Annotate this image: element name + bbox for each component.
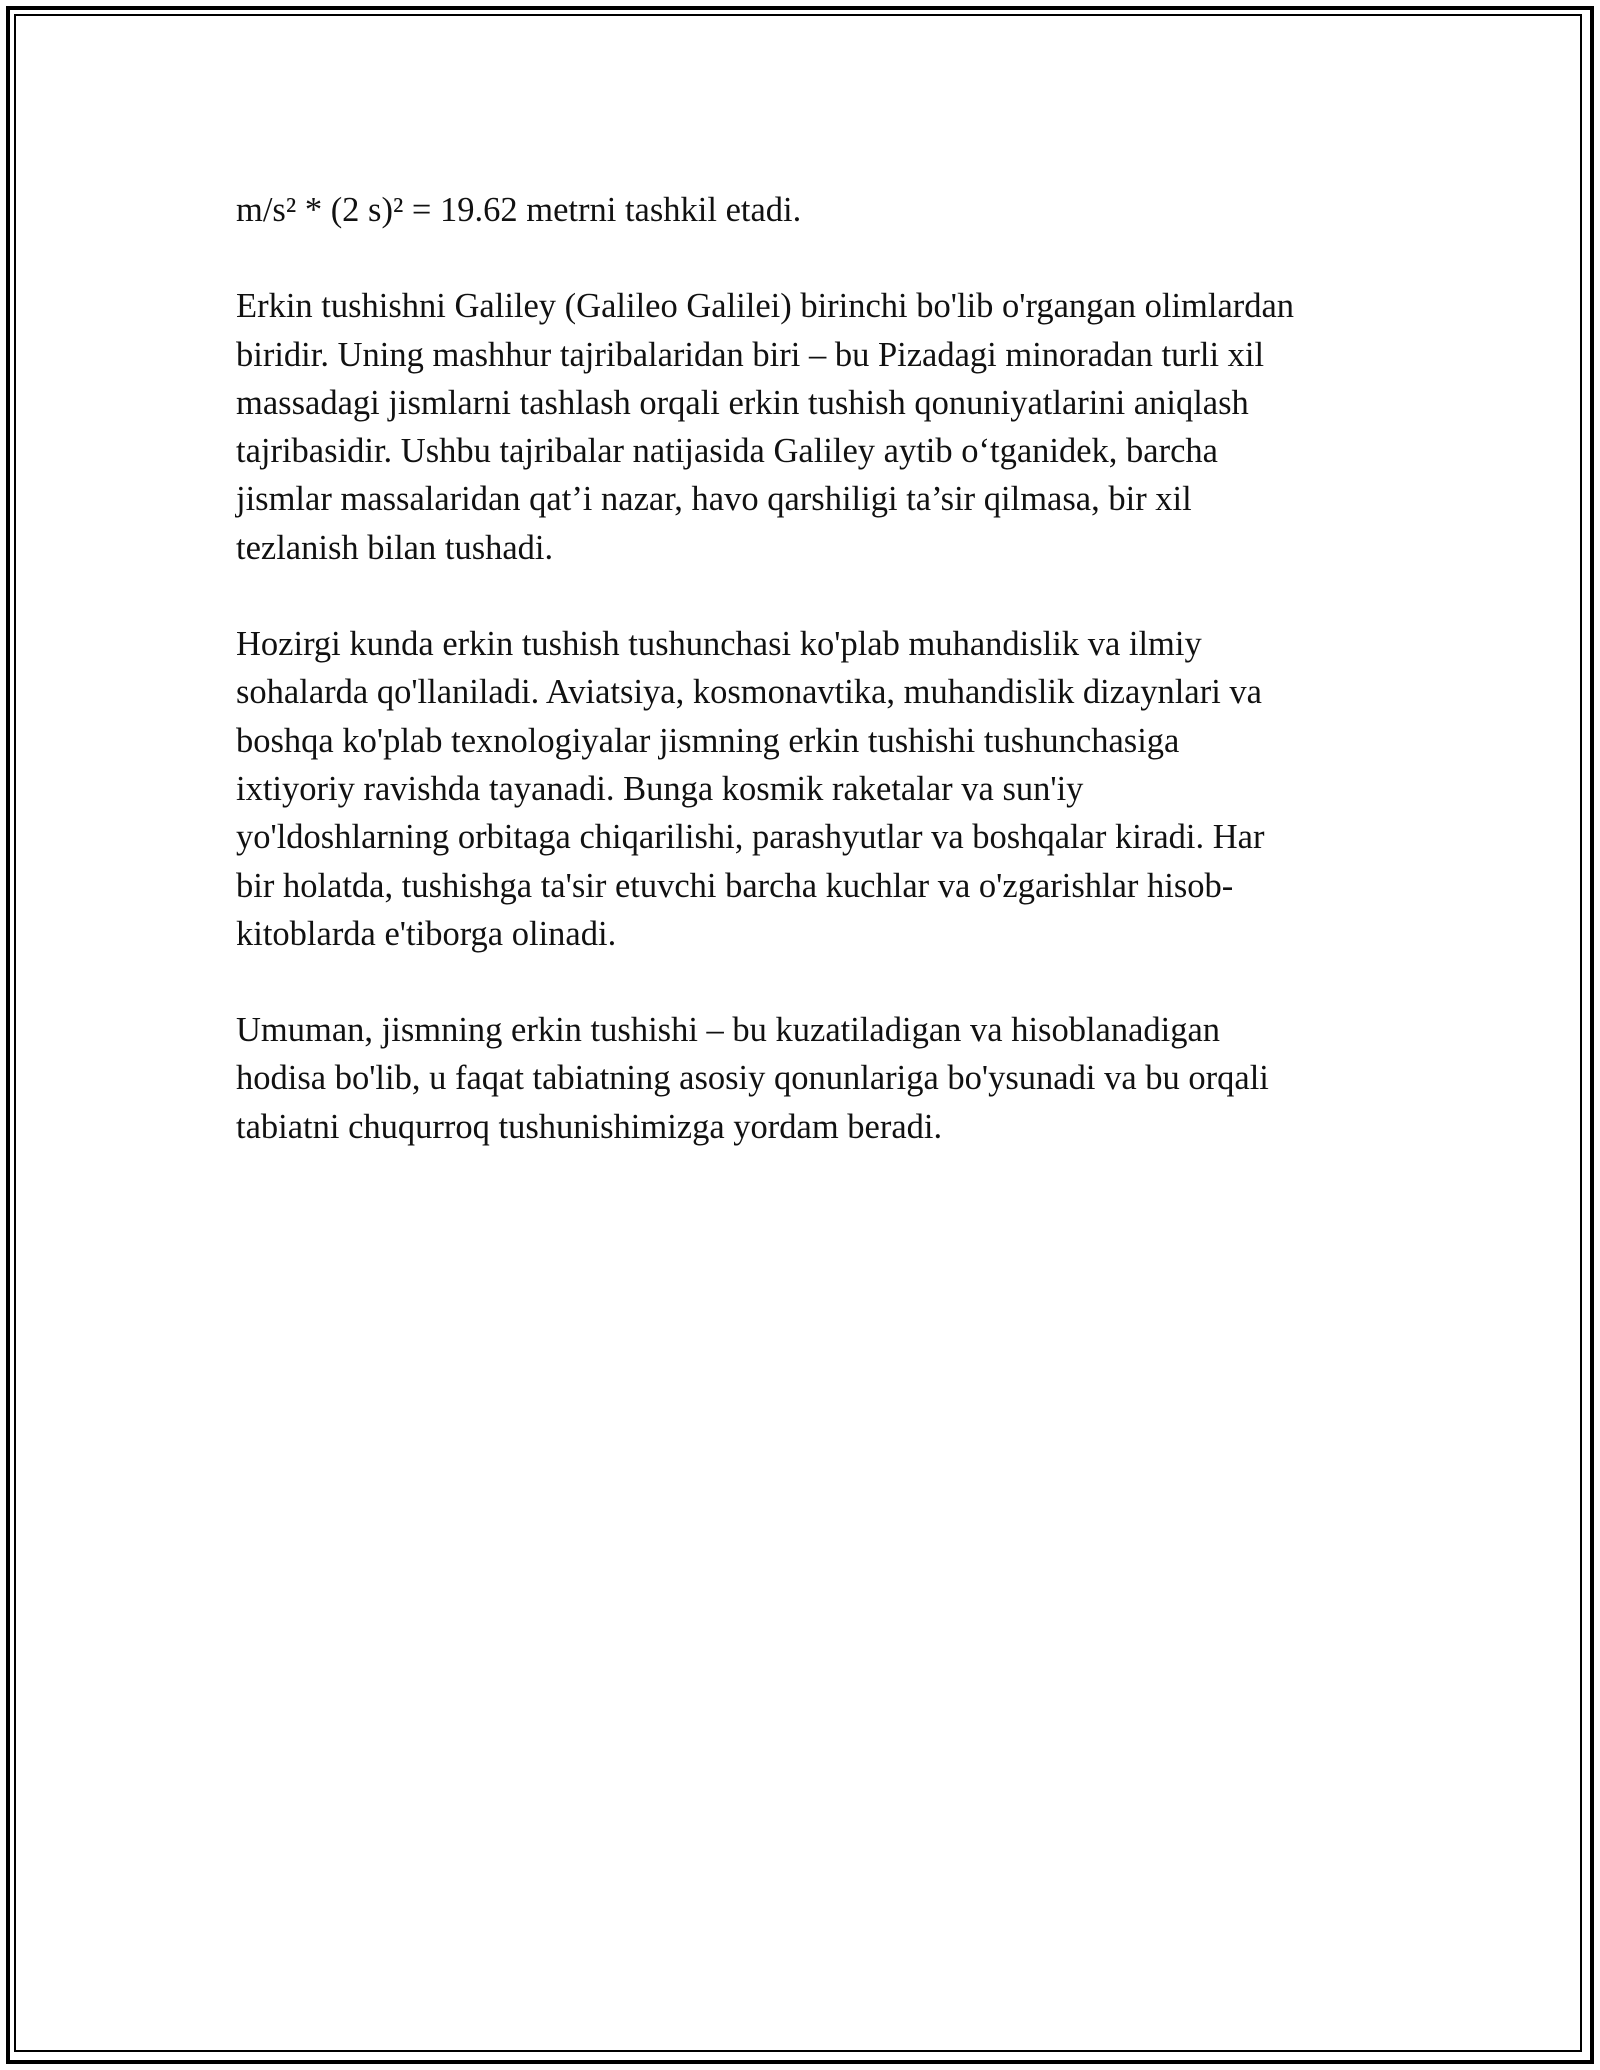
text-line: kitoblarda e'tiborga olinadi. xyxy=(236,914,617,953)
text-line: jismlar massalaridan qat’i nazar, havo qarshiligi ta’sir qilmasa, bir xil xyxy=(236,480,1192,519)
text-line: biridir. Uning mashhur tajribalaridan biri – bu Pizadagi minoradan turli xil xyxy=(236,335,1265,374)
text-line: m/s² * (2 s)² = 19.62 metrni tashkil etadi. xyxy=(236,191,802,229)
text-line: yo'ldoshlarning orbitaga chiqarilishi, parashyutlar va boshqalar kiradi. Har xyxy=(236,818,1265,857)
document-body xyxy=(236,186,1366,1199)
paragraph-applications xyxy=(236,620,1366,958)
text-line: bir holatda, tushishga ta'sir etuvchi barcha kuchlar va o'zgarishlar hisob- xyxy=(236,866,1234,905)
text-line: ixtiyoriy ravishda tayanadi. Bunga kosmik raketalar va sun'iy xyxy=(236,769,1084,808)
paragraph-formula-result xyxy=(236,186,1366,234)
paragraph-conclusion xyxy=(236,1006,1366,1151)
text-line: tezlanish bilan tushadi. xyxy=(236,528,554,567)
text-line: hodisa bo'lib, u faqat tabiatning asosiy qonunlariga bo'ysunadi va bu orqali xyxy=(236,1059,1269,1098)
text-line: massadagi jismlarni tashlash orqali erkin tushish qonuniyatlarini aniqlash xyxy=(236,383,1249,422)
text-line: Umuman, jismning erkin tushishi – bu kuzatiladigan va hisoblanadigan xyxy=(236,1011,1221,1050)
paragraph-galileo xyxy=(236,282,1366,572)
text-line: boshqa ko'plab texnologiyalar jismning erkin tushishi tushunchasiga xyxy=(236,721,1180,760)
text-line: Erkin tushishni Galiley (Galileo Galilei) birinchi bo'lib o'rgangan olimlardan xyxy=(236,287,1295,326)
text-line: tajribasidir. Ushbu tajribalar natijasida Galiley aytib o‘tganidek, barcha xyxy=(236,432,1218,471)
text-line: Hozirgi kunda erkin tushish tushunchasi ko'plab muhandislik va ilmiy xyxy=(236,625,1202,664)
text-line: tabiatni chuqurroq tushunishimizga yordam beradi. xyxy=(236,1107,943,1146)
text-line: sohalarda qo'llaniladi. Aviatsiya, kosmonavtika, muhandislik dizaynlari va xyxy=(236,673,1262,712)
